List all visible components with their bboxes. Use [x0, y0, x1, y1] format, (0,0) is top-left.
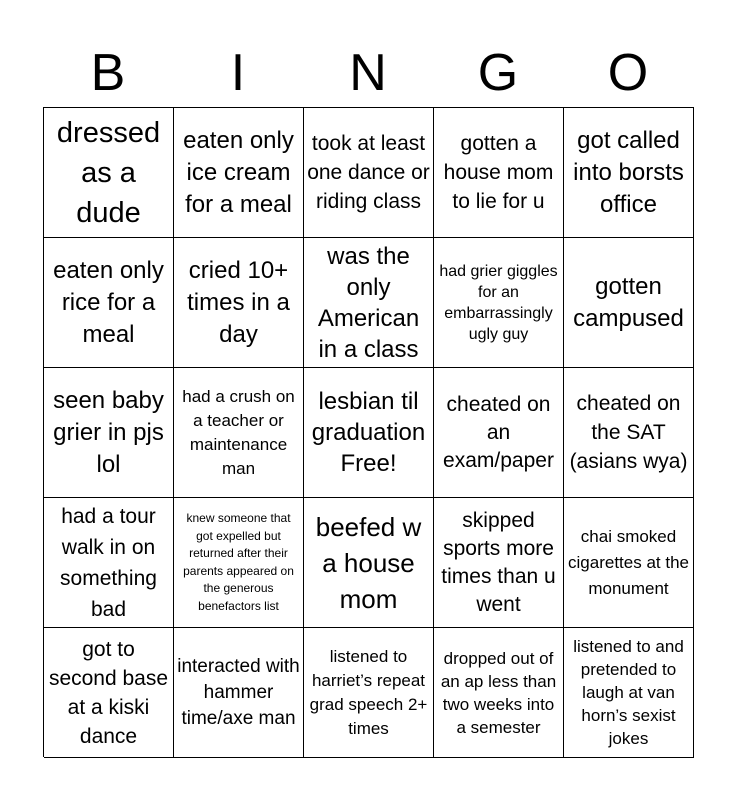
bingo-cell[interactable]: skipped sports more times than u went: [434, 498, 564, 628]
bingo-cell[interactable]: cried 10+ times in a day: [174, 238, 304, 368]
bingo-cell[interactable]: listened to and pretended to laugh at van horn’s sexist jokes: [564, 628, 694, 758]
bingo-cell[interactable]: knew someone that got expelled but returned after their parents appeared on the generous benefactors list: [174, 498, 304, 628]
bingo-cell[interactable]: seen baby grier in pjs lol: [44, 368, 174, 498]
header-letter-o: O: [607, 44, 649, 102]
bingo-cell[interactable]: took at least one dance or riding class: [304, 108, 434, 238]
bingo-cell[interactable]: got to second base at a kiski dance: [44, 628, 174, 758]
bingo-cell[interactable]: eaten only rice for a meal: [44, 238, 174, 368]
bingo-cell[interactable]: cheated on an exam/paper: [434, 368, 564, 498]
bingo-cell[interactable]: chai smoked cigarettes at the monument: [564, 498, 694, 628]
bingo-cell[interactable]: got called into borsts office: [564, 108, 694, 238]
bingo-cell[interactable]: was the only American in a class: [304, 238, 434, 368]
bingo-cell[interactable]: dressed as a dude: [44, 108, 174, 238]
header-letter-g: G: [477, 44, 519, 102]
bingo-cell[interactable]: lesbian til graduation Free!: [304, 368, 434, 498]
bingo-cell[interactable]: cheated on the SAT (asians wya): [564, 368, 694, 498]
bingo-cell[interactable]: dropped out of an ap less than two weeks into a semester: [434, 628, 564, 758]
header-letter-n: N: [349, 44, 387, 102]
bingo-cell[interactable]: had grier giggles for an embarrassingly ugly guy: [434, 238, 564, 368]
bingo-cell[interactable]: listened to harriet’s repeat grad speech 2+ times: [304, 628, 434, 758]
bingo-cell[interactable]: gotten campused: [564, 238, 694, 368]
bingo-cell[interactable]: interacted with hammer time/axe man: [174, 628, 304, 758]
bingo-cell[interactable]: gotten a house mom to lie for u: [434, 108, 564, 238]
bingo-cell[interactable]: eaten only ice cream for a meal: [174, 108, 304, 238]
bingo-header: [43, 40, 693, 106]
header-letter-i: I: [230, 44, 246, 102]
bingo-grid: [43, 107, 694, 757]
header-letter-b: B: [90, 44, 126, 102]
bingo-cell[interactable]: had a tour walk in on something bad: [44, 498, 174, 628]
bingo-cell[interactable]: beefed w a house mom: [304, 498, 434, 628]
bingo-cell[interactable]: had a crush on a teacher or maintenance man: [174, 368, 304, 498]
